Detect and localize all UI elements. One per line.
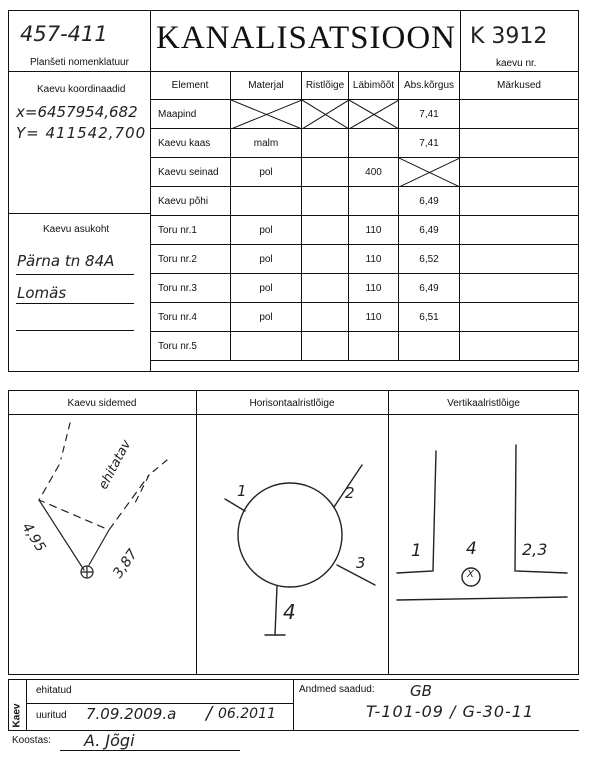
table-cell-element: Toru nr.5	[150, 332, 231, 361]
table-cell-material: pol	[231, 245, 302, 274]
table-cell-abs	[399, 332, 460, 361]
table-cell-abs: 6,52	[399, 245, 460, 274]
table-cell-notes	[460, 274, 579, 303]
table-cell-element: Kaevu põhi	[150, 187, 231, 216]
col-abs-height-header: Abs.kõrgus	[399, 72, 460, 100]
location-line1: Pärna tn 84A	[17, 252, 115, 270]
well-number-value: K 3912	[470, 24, 548, 49]
crossed-cell-mark	[231, 100, 302, 129]
table-cell-material: pol	[231, 216, 302, 245]
table-cell-abs: 6,49	[399, 274, 460, 303]
table-cell-diameter: 110	[349, 245, 399, 274]
table-cell-cross	[302, 216, 349, 245]
ties-building-label: ehitatav	[96, 437, 135, 493]
table-cell-cross	[302, 129, 349, 158]
col-cross-section-header: Ristlõige	[302, 72, 349, 100]
surveyed-label: uuritud	[36, 710, 67, 721]
v-right-label: 2,3	[522, 540, 548, 559]
table-cell-abs: 6,49	[399, 187, 460, 216]
table-cell-notes	[460, 129, 579, 158]
table-cell-material	[231, 187, 302, 216]
section-label-kaev: Kaev	[11, 703, 23, 728]
table-cell-element: Kaevu kaas	[150, 129, 231, 158]
data-source-value: T-101-09 / G-30-11	[366, 702, 535, 721]
table-cell-material	[231, 332, 302, 361]
table-cell-abs: 7,41	[399, 129, 460, 158]
table-cell-element: Toru nr.1	[150, 216, 231, 245]
ties-distance-1: 4,95	[18, 520, 49, 555]
table-cell-element: Toru nr.4	[150, 303, 231, 332]
table-cell-material: pol	[231, 303, 302, 332]
v-left-label: 1	[411, 541, 422, 561]
crossed-cell-mark	[399, 158, 460, 187]
table-cell-diameter	[349, 332, 399, 361]
table-cell-cross	[302, 332, 349, 361]
coordinate-y: Y= 411542,700	[16, 124, 147, 142]
coordinate-x: x=6457954,682	[16, 103, 138, 121]
location-label: Kaevu asukoht	[43, 224, 110, 235]
ties-label: Kaevu sidemed	[67, 398, 137, 409]
crossed-cell-mark	[349, 100, 399, 129]
table-cell-diameter	[349, 129, 399, 158]
table-cell-diameter: 400	[349, 158, 399, 187]
location-line2: Lomäs	[17, 284, 67, 302]
built-label: ehitatud	[36, 685, 72, 696]
table-cell-abs: 6,51	[399, 303, 460, 332]
table-cell-material: pol	[231, 158, 302, 187]
table-cell-element: Toru nr.2	[150, 245, 231, 274]
v-marker-label: X	[467, 569, 474, 580]
table-cell-diameter: 110	[349, 274, 399, 303]
table-cell-diameter: 110	[349, 303, 399, 332]
col-diameter-header: Läbimõõt	[349, 72, 399, 100]
page-title: KANALISATSIOON	[156, 20, 456, 56]
coordinates-label: Kaevu koordinaadid	[37, 84, 126, 95]
table-cell-cross	[302, 245, 349, 274]
h-pipe-2-label: 2	[345, 484, 355, 502]
table-cell-cross	[302, 274, 349, 303]
surveyed-divider: /	[206, 703, 213, 724]
compiled-label: Koostas:	[12, 735, 51, 746]
h-pipe-1-label: 1	[237, 482, 247, 500]
nomenclature-value: 457-411	[20, 22, 108, 46]
vertical-section-label: Vertikaalristlõige	[447, 398, 520, 409]
table-cell-abs: 7,41	[399, 100, 460, 129]
v-mid-label: 4	[466, 539, 477, 559]
horizontal-section-sketch	[197, 415, 387, 673]
table-cell-cross	[302, 303, 349, 332]
table-cell-element: Maapind	[150, 100, 231, 129]
table-cell-notes	[460, 245, 579, 274]
table-cell-notes	[460, 100, 579, 129]
data-source-top: GB	[410, 682, 432, 700]
surveyed-value: 7.09.2009.a	[86, 705, 177, 723]
surveyed-value-2: 06.2011	[218, 706, 276, 722]
table-cell-notes	[460, 216, 579, 245]
table-cell-element: Kaevu seinad	[150, 158, 231, 187]
h-pipe-4-label: 4	[283, 600, 296, 624]
table-cell-element: Toru nr.3	[150, 274, 231, 303]
col-element-header: Element	[150, 72, 231, 100]
table-cell-notes	[460, 187, 579, 216]
compiled-value: A. Jõgi	[84, 731, 135, 750]
table-cell-cross	[302, 187, 349, 216]
nomenclature-label: Planšeti nomenklatuur	[30, 57, 129, 68]
table-cell-abs: 6,49	[399, 216, 460, 245]
table-cell-notes	[460, 332, 579, 361]
table-cell-material: pol	[231, 274, 302, 303]
col-material-header: Materjal	[231, 72, 302, 100]
well-number-label: kaevu nr.	[496, 58, 537, 69]
table-cell-cross	[302, 158, 349, 187]
col-notes-header: Märkused	[460, 72, 579, 100]
h-pipe-3-label: 3	[356, 554, 366, 572]
crossed-cell-mark	[302, 100, 349, 129]
table-cell-notes	[460, 303, 579, 332]
table-cell-notes	[460, 158, 579, 187]
horizontal-section-label: Horisontaalristlõige	[249, 398, 335, 409]
table-cell-diameter	[349, 187, 399, 216]
ties-distance-2: 3,87	[110, 546, 141, 582]
table-cell-diameter: 110	[349, 216, 399, 245]
data-source-label: Andmed saadud:	[299, 684, 375, 695]
table-cell-material: malm	[231, 129, 302, 158]
